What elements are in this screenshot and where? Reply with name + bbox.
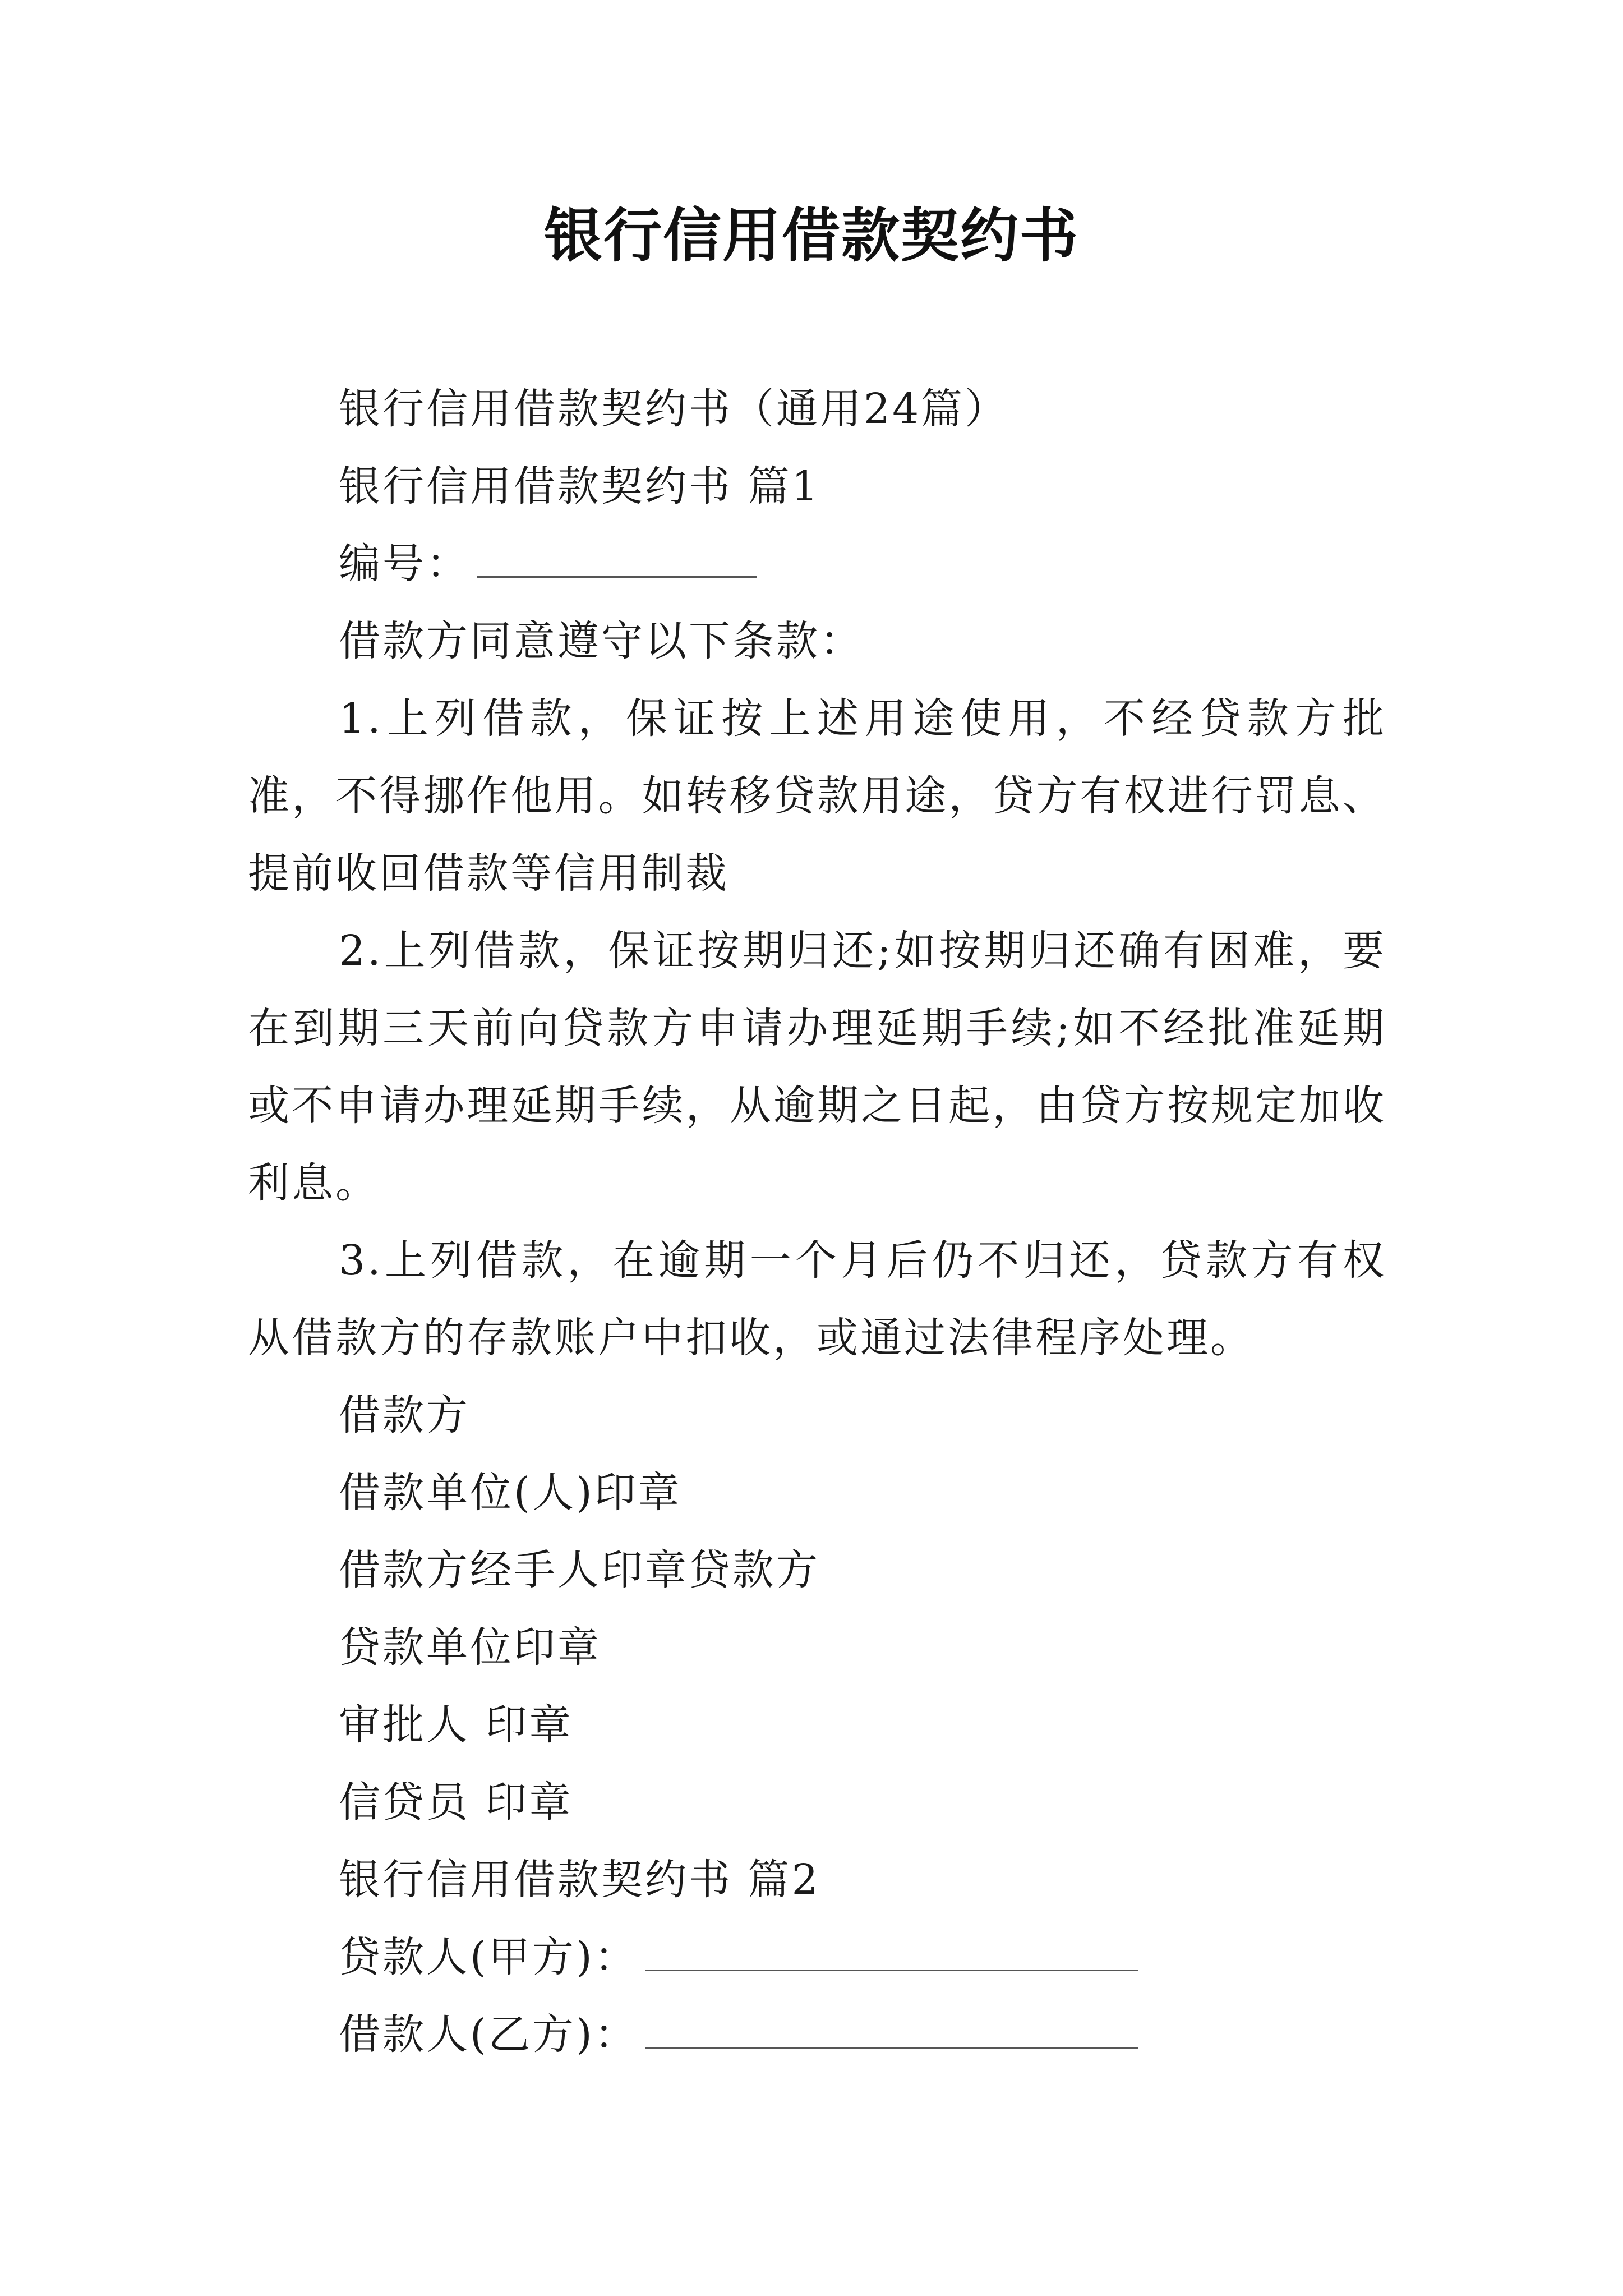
clause-1: 1.上列借款，保证按上述用途使用，不经贷款方批准，不得挪作他用。如转移贷款用途，贷方有权进行罚息、提前收回借款等信用制裁 xyxy=(248,694,1386,898)
borrower-party-b-line xyxy=(248,1996,1386,2073)
document-title: 银行信用借款契约书 xyxy=(543,201,1079,270)
approver-seal-line: 审批人 印章 xyxy=(339,1701,573,1749)
lender-party-a-label: 贷款人(甲方)： xyxy=(339,1933,638,1981)
borrower-seal-line: 借款单位(人)印章 xyxy=(339,1469,682,1517)
borrower-handler-seal-line: 借款方经手人印章贷款方 xyxy=(339,1546,820,1594)
lender-party-a-blank-field[interactable] xyxy=(645,1936,1138,1971)
number-blank-field[interactable] xyxy=(477,542,757,578)
part1-heading: 银行信用借款契约书 篇1 xyxy=(339,462,820,510)
lender-seal-line: 贷款单位印章 xyxy=(339,1623,601,1672)
number-line xyxy=(248,525,1386,602)
borrower-party-b-blank-field[interactable] xyxy=(645,2013,1138,2049)
clause-3: 3.上列借款，在逾期一个月后仍不归还，贷款方有权从借款方的存款账户中扣收，或通过法律程序处理。 xyxy=(248,1236,1386,1362)
part2-heading: 银行信用借款契约书 篇2 xyxy=(339,1856,820,1904)
agree-line: 借款方同意遵守以下条款： xyxy=(339,617,864,665)
credit-officer-seal-line: 信贷员 印章 xyxy=(339,1778,573,1826)
number-label: 编号： xyxy=(339,540,470,588)
document-body xyxy=(248,370,1386,2073)
borrower-line: 借款方 xyxy=(339,1391,470,1439)
lender-party-a-line xyxy=(248,1918,1386,1996)
clause-2: 2.上列借款，保证按期归还;如按期归还确有困难，要在到期三天前向贷款方申请办理延期手续;如不经批准延期或不申请办理延期手续，从逾期之日起，由贷方按规定加收利息。 xyxy=(248,927,1386,1207)
borrower-party-b-label: 借款人(乙方)： xyxy=(339,2010,638,2059)
intro-line: 银行信用借款契约书（通用24篇） xyxy=(339,385,1009,433)
